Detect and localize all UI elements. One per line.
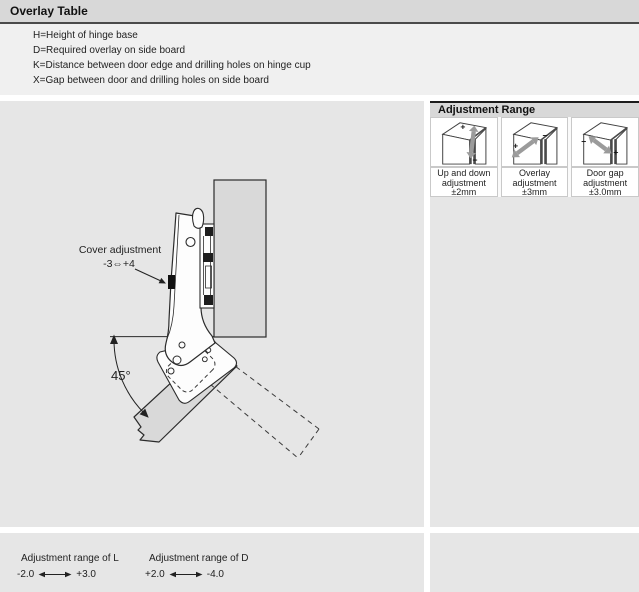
plus-sign: + (460, 121, 466, 132)
clip-hook (193, 208, 204, 228)
hinge-diagram-area (0, 101, 424, 527)
minus-sign: − (472, 155, 478, 166)
overlay-adjustment-icon (502, 118, 568, 166)
definition-item-d: D=Required overlay on side board (33, 45, 186, 56)
d-range-from: +2.0 (145, 569, 165, 580)
arm-rivet-1 (179, 342, 185, 348)
door-gap-adjustment-icon (572, 118, 638, 166)
definition-list (0, 24, 639, 88)
d-range-label: Adjustment range of D (149, 553, 249, 564)
overlay-table-section (0, 0, 639, 95)
cover-adjustment-screw (168, 275, 175, 289)
definition-item-k: K=Distance between door edge and drilling holes on hinge cup (33, 60, 311, 71)
minus-sign: − (581, 136, 587, 147)
minus-sign: − (542, 130, 548, 141)
door-gap-adjustment-value: ±3.0mm (588, 187, 622, 197)
bottom-right-empty-area (430, 533, 639, 592)
updown-adjustment-value: ±2mm (451, 187, 477, 197)
door-gap-adjustment-cell (571, 117, 639, 167)
angle-label: 45° (111, 368, 131, 383)
adjustment-range-header (430, 101, 639, 117)
plus-sign: + (512, 140, 518, 151)
door-gap-adjustment-label: Door gap adjustment ±3.0mm (571, 167, 639, 197)
l-range-from: -2.0 (17, 569, 35, 580)
definition-item-x: X=Gap between door and drilling holes on side board (33, 75, 269, 86)
overlay-adjustment-cell (501, 117, 569, 167)
right-panel-empty-area (430, 197, 639, 527)
l-range-block (17, 553, 119, 580)
hinge-diagram (0, 101, 424, 527)
overlay-table-title: Overlay Table (10, 4, 88, 18)
mounting-plate (200, 224, 214, 308)
arm-rivet-2 (173, 356, 181, 364)
overlay-adjustment-value: ±3mm (522, 187, 547, 197)
cover-adjustment-range: -3⇔+4 (103, 258, 135, 270)
l-range-label: Adjustment range of L (21, 553, 119, 564)
adjustment-icons-row (430, 117, 639, 167)
up-down-adjustment-icon (431, 118, 497, 166)
arm-rivet-3 (168, 368, 174, 374)
cover-adjustment-label: Cover adjustment (78, 244, 162, 256)
bottom-adjustment-strip (0, 533, 424, 592)
overlay-table-header (0, 0, 639, 24)
label-arrow (135, 269, 166, 284)
d-range-block (145, 553, 249, 580)
l-range-to: +3.0 (76, 569, 96, 580)
adjustment-range-title: Adjustment Range (438, 104, 536, 116)
definition-item-h: H=Height of hinge base (33, 30, 138, 41)
adjustment-labels-row (430, 167, 639, 197)
left-right-arrow-icon (38, 570, 72, 579)
overlay-adjustment-label: Overlay adjustment ±3mm (501, 167, 569, 197)
updown-adjustment-cell (430, 117, 498, 167)
adjustment-range-section (430, 101, 639, 527)
left-right-arrow-icon (169, 570, 203, 579)
plus-sign: + (613, 146, 619, 157)
updown-adjustment-label: Up and down adjustment ±2mm (430, 167, 498, 197)
arm-hole (186, 238, 195, 247)
d-range-to: -4.0 (206, 569, 224, 580)
side-board (214, 180, 266, 337)
